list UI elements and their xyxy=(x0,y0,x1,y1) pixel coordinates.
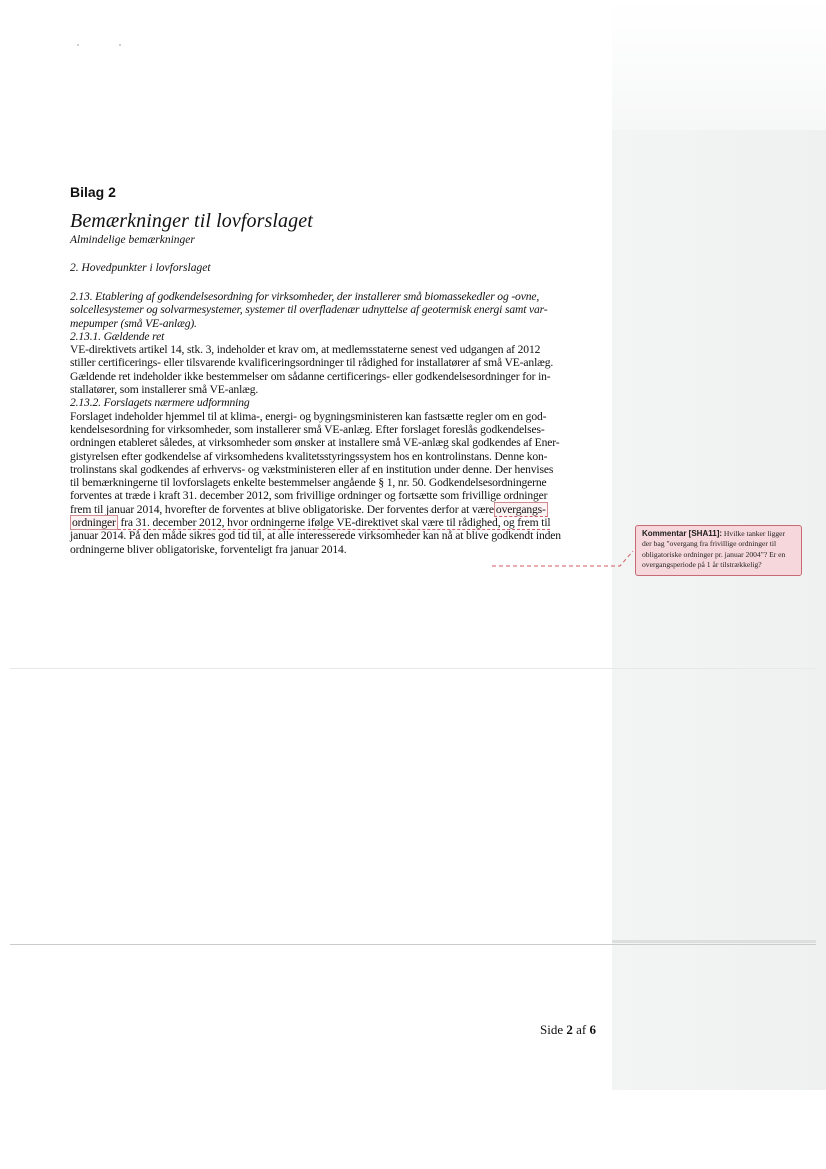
scan-speck xyxy=(119,44,121,46)
paragraph-line: Forslaget indeholder hjemmel til at klima-, energi- og bygningsministeren kan fastsætte regler om en god- xyxy=(70,409,547,423)
heading-line: 2.13. Etablering af godkendelsesordning for virksomheder, der installerer små biomassekedler og -ovne, xyxy=(70,290,540,303)
comment-pane-top xyxy=(612,0,826,130)
paragraph-line: stiller certificerings- eller tilsvarende kvalificeringsordninger til rådighed for installatører af små VE-anlæg. xyxy=(70,356,554,370)
comment-label: Kommentar [SHA11]: xyxy=(642,529,723,538)
page-title: Bemærkninger til lovforslaget xyxy=(70,210,313,232)
paragraph-line: kendelsesordning for virksomheder, som installerer små VE-anlæg. Efter forslaget foreslås godkendelses- xyxy=(70,422,545,436)
paragraph-line: januar 2014. På den måde sikres god tid til, at alle interesserede virksomheder kan nå at blive godkendt inden xyxy=(70,529,561,543)
page-number-middle: af xyxy=(572,1022,590,1037)
paragraph-line: ordningen etableret således, at virksomheder som ønsker at installere små VE-anlæg skal godkendes af Ener- xyxy=(70,436,560,450)
current-page: 2 xyxy=(566,1022,573,1037)
scan-speck xyxy=(77,44,79,46)
page-number xyxy=(540,1022,596,1038)
paragraph-text: frem til januar 2014, hvorefter de forventes at blive obligatoriske. Der forventes derfor at være xyxy=(70,502,494,516)
comment-pane xyxy=(612,130,826,1090)
paragraph-line: gistyrelsen efter godkendelse af virksomhedens kvalitetsstyringssystem hos en kontrolinstans. Denne kon- xyxy=(70,449,548,463)
scan-artifact-line xyxy=(10,668,816,669)
page-number-prefix: Side xyxy=(540,1022,567,1037)
paragraph-line: forventes at træde i kraft 31. december 2012, som frivillige ordninger og fortsætte som frivillige ordninger xyxy=(70,489,548,503)
subsection-heading: 2.13.2. Forslagets nærmere udformning xyxy=(70,396,250,410)
heading-line: mepumper (små VE-anlæg). xyxy=(70,316,197,330)
paragraph-line: trolinstans skal godkendes af erhvervs- og vækstministeren eller af en institution under denne. Der henvises xyxy=(70,462,554,476)
scan-artifact-line xyxy=(10,944,816,945)
commented-text-start[interactable]: overgangs- xyxy=(495,502,546,516)
page-subtitle: Almindelige bemærkninger xyxy=(70,234,195,246)
total-pages: 6 xyxy=(589,1022,596,1037)
paragraph-line: VE-direktivets artikel 14, stk. 3, indeholder et krav om, at medlemsstaterne senest ved udgangen af 2012 xyxy=(70,343,541,357)
heading-line: solcellesystemer og solvarmesystemer, systemer til overfladenær udnyttelse af geotermisk energi samt var- xyxy=(70,303,548,317)
paragraph-line: ordningerne bliver obligatoriske, forventeligt fra januar 2014. xyxy=(70,542,347,556)
paragraph-text: fra 31. december 2012, hvor ordningerne ifølge VE-direktivet skal være til rådighed, og frem til xyxy=(117,516,551,530)
comment-balloon[interactable] xyxy=(635,525,802,576)
body-text xyxy=(70,290,610,556)
commented-text-end[interactable]: ordninger xyxy=(72,516,116,530)
comment-text: Hvilke tanker ligger der bag "overgang fra frivillige ordninger til obligatoriske ordninger pr. januar 2004"? Er en overgangsperiode på 1 år tilstrækkelig? xyxy=(642,529,786,570)
scan-artifact-line xyxy=(612,940,816,943)
section-heading: 2. Hovedpunkter i lovforslaget xyxy=(70,262,211,274)
paragraph-line: Gældende ret indeholder ikke bestemmelser om sådanne certificerings- eller godkendelsesordninger for in- xyxy=(70,369,551,383)
subsection-heading: 2.13.1. Gældende ret xyxy=(70,329,165,343)
paragraph-line: stallatører, som installerer små VE-anlæg. xyxy=(70,383,259,397)
paragraph-line xyxy=(70,503,610,516)
annex-label: Bilag 2 xyxy=(70,184,116,200)
paragraph-line xyxy=(70,516,610,529)
paragraph-line: til bemærkningerne til lovforslagets enkelte bestemmelser angående § 1, nr. 50. Godkendelsesordningerne xyxy=(70,476,547,490)
comment-connector xyxy=(492,547,634,567)
